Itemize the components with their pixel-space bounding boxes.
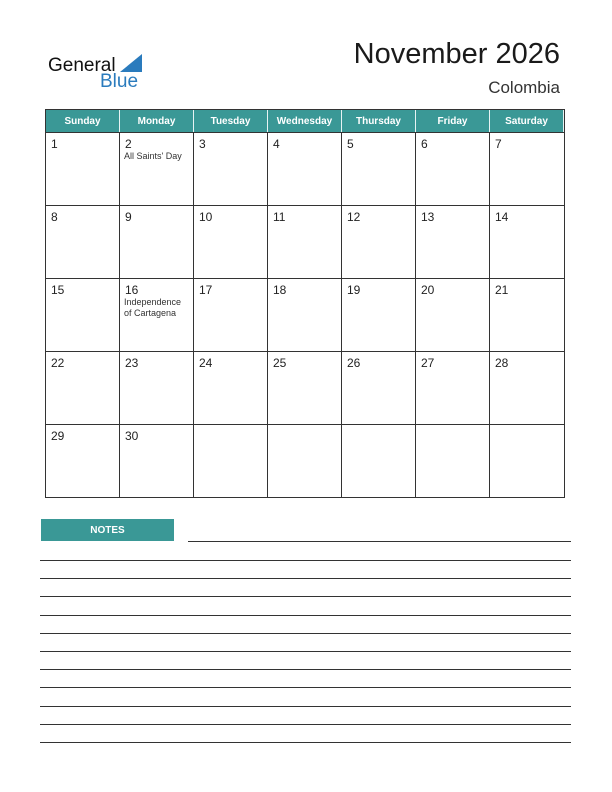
calendar-grid — [45, 109, 565, 498]
day-number: 15 — [51, 283, 65, 297]
day-of-week-header: Friday — [416, 110, 490, 132]
day-of-week-header: Thursday — [342, 110, 416, 132]
calendar-day-cell — [416, 424, 490, 497]
day-of-week-header: Tuesday — [194, 110, 268, 132]
calendar-day-cell — [194, 351, 268, 424]
calendar-day-cell — [416, 278, 490, 351]
day-number: 4 — [273, 137, 280, 151]
calendar-day-cell — [268, 132, 342, 205]
calendar-day-cell — [194, 132, 268, 205]
calendar-day-cell — [194, 205, 268, 278]
calendar-day-cell — [490, 205, 564, 278]
month-title: November 2026 — [353, 38, 560, 70]
holiday-label: Independence of Cartagena — [124, 297, 182, 318]
day-number: 26 — [347, 356, 361, 370]
calendar-day-cell — [490, 351, 564, 424]
day-number: 23 — [125, 356, 139, 370]
notes-line — [40, 669, 571, 670]
notes-line — [40, 633, 571, 634]
day-of-week-header: Sunday — [46, 110, 120, 132]
notes-line — [40, 560, 571, 561]
day-number: 10 — [199, 210, 213, 224]
notes-label: NOTES — [41, 519, 174, 541]
day-number: 18 — [273, 283, 287, 297]
day-number: 25 — [273, 356, 287, 370]
day-number: 19 — [347, 283, 361, 297]
calendar-day-cell — [268, 205, 342, 278]
calendar-day-cell — [120, 132, 194, 205]
calendar-day-cell — [120, 205, 194, 278]
calendar-day-cell — [342, 132, 416, 205]
logo-text-general: General — [48, 55, 116, 76]
day-of-week-header: Saturday — [490, 110, 564, 132]
holiday-label: All Saints' Day — [124, 151, 182, 161]
day-number: 21 — [495, 283, 509, 297]
calendar-day-cell — [194, 278, 268, 351]
notes-line — [40, 706, 571, 707]
notes-line — [40, 687, 571, 688]
calendar-day-cell — [268, 278, 342, 351]
day-number: 30 — [125, 429, 139, 443]
day-number: 28 — [495, 356, 509, 370]
day-number: 6 — [421, 137, 428, 151]
day-number: 5 — [347, 137, 354, 151]
day-of-week-header: Monday — [120, 110, 194, 132]
day-number: 1 — [51, 137, 58, 151]
notes-line — [40, 615, 571, 616]
calendar-day-cell — [342, 351, 416, 424]
calendar-day-cell — [342, 424, 416, 497]
calendar-day-cell — [490, 132, 564, 205]
logo-triangle-icon — [120, 54, 142, 72]
notes-line — [188, 541, 571, 542]
calendar-day-cell — [268, 351, 342, 424]
day-number: 14 — [495, 210, 509, 224]
day-number: 13 — [421, 210, 435, 224]
day-number: 20 — [421, 283, 435, 297]
calendar-day-cell — [342, 278, 416, 351]
day-number: 2 — [125, 137, 132, 151]
calendar-day-cell — [46, 278, 120, 351]
logo-text-blue: Blue — [100, 71, 139, 92]
day-number: 3 — [199, 137, 206, 151]
calendar-day-cell — [46, 424, 120, 497]
notes-line — [40, 651, 571, 652]
day-number: 17 — [199, 283, 213, 297]
day-number: 7 — [495, 137, 502, 151]
calendar-day-cell — [46, 351, 120, 424]
country-name: Colombia — [488, 78, 560, 97]
day-number: 24 — [199, 356, 213, 370]
day-number: 12 — [347, 210, 361, 224]
day-of-week-header: Wednesday — [268, 110, 342, 132]
notes-line — [40, 596, 571, 597]
day-number: 27 — [421, 356, 435, 370]
calendar-day-cell — [490, 278, 564, 351]
notes-line — [40, 578, 571, 579]
day-number: 16 — [125, 283, 139, 297]
calendar-day-cell — [490, 424, 564, 497]
calendar-day-cell — [416, 205, 490, 278]
day-number: 29 — [51, 429, 65, 443]
calendar-day-cell — [416, 132, 490, 205]
calendar-day-cell — [120, 278, 194, 351]
day-number: 11 — [273, 210, 286, 224]
day-number: 8 — [51, 210, 58, 224]
calendar-day-cell — [268, 424, 342, 497]
calendar-day-cell — [342, 205, 416, 278]
day-number: 22 — [51, 356, 65, 370]
calendar-day-cell — [46, 205, 120, 278]
notes-line — [40, 742, 571, 743]
notes-line — [40, 724, 571, 725]
calendar-day-cell — [46, 132, 120, 205]
day-number: 9 — [125, 210, 132, 224]
calendar-day-cell — [416, 351, 490, 424]
calendar-day-cell — [194, 424, 268, 497]
calendar-day-cell — [120, 424, 194, 497]
calendar-day-cell — [120, 351, 194, 424]
